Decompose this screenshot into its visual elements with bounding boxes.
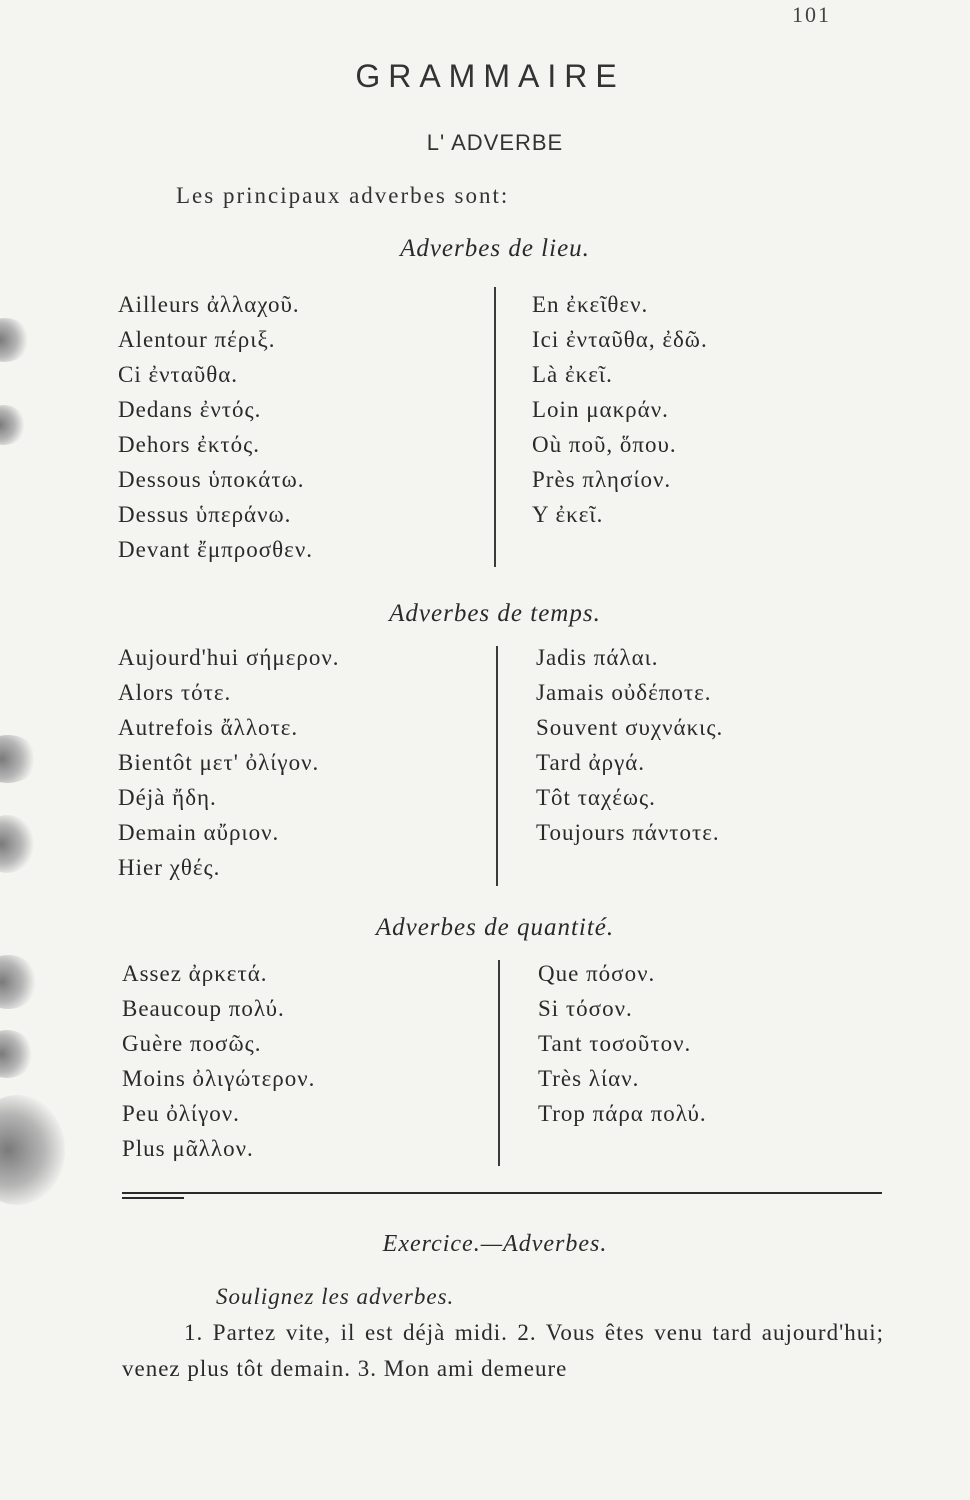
adverb-entry: Près πλησίον. — [532, 467, 672, 492]
page-title: GRAMMAIRE — [355, 58, 625, 94]
section-divider — [122, 1197, 184, 1199]
column-divider — [494, 287, 496, 567]
page-number: 101 — [792, 2, 831, 27]
adverb-entry: Demain αὔριον. — [118, 820, 280, 845]
adverb-entry: Où ποῦ, ὅπου. — [532, 432, 677, 457]
adverb-list-temps-right — [536, 640, 723, 850]
adverb-entry: Très λίαν. — [538, 1066, 640, 1091]
section-heading-temps: Adverbes de temps. — [389, 600, 601, 627]
ink-stain — [0, 318, 30, 362]
adverb-entry: Si τόσον. — [538, 996, 633, 1021]
adverb-entry: Beaucoup πολύ. — [122, 996, 285, 1021]
adverb-entry: Moins ὀλιγώτερον. — [122, 1066, 316, 1091]
adverb-list-temps-left — [118, 640, 340, 885]
adverb-list-quantite-left — [122, 956, 315, 1166]
adverb-entry: Autrefois ἄλλοτε. — [118, 715, 299, 740]
adverb-entry: Dessus ὑπεράνω. — [118, 502, 292, 527]
adverb-entry: Souvent συχνάκις. — [536, 715, 724, 740]
adverb-list-lieu-left — [118, 287, 313, 567]
adverb-list-quantite-right — [538, 956, 707, 1131]
adverb-entry: Tôt ταχέως. — [536, 785, 656, 810]
adverb-entry: Jadis πάλαι. — [536, 645, 659, 670]
adverb-entry: Ailleurs ἀλλαχοῦ. — [118, 292, 300, 317]
adverb-entry: Toujours πάντοτε. — [536, 820, 720, 845]
adverb-entry: Dessous ὑποκάτω. — [118, 467, 305, 492]
adverb-entry: Alors τότε. — [118, 680, 232, 705]
adverb-entry: Guère ποσῶς. — [122, 1031, 262, 1056]
ink-stain — [0, 1095, 65, 1205]
adverb-entry: Y ἐκεῖ. — [532, 502, 604, 527]
adverb-entry: Ci ἐνταῦθα. — [118, 362, 239, 387]
adverb-entry: Dedans ἐντός. — [118, 397, 262, 422]
adverb-entry: Ici ἐνταῦθα, ἐδῶ. — [532, 327, 708, 352]
adverb-entry: Jamais οὐδέποτε. — [536, 680, 712, 705]
adverb-entry: Dehors ἐκτός. — [118, 432, 261, 457]
adverb-entry: Alentour πέριξ. — [118, 327, 276, 352]
ink-stain — [0, 405, 26, 445]
adverb-entry: Aujourd'hui σήμερον. — [118, 645, 340, 670]
adverb-entry: Hier χθές. — [118, 855, 221, 880]
exercise-instruction: Soulignez les adverbes. — [216, 1284, 455, 1309]
ink-stain — [0, 1030, 34, 1078]
exercise-text: 1. Partez vite, il est déjà midi. 2. Vous êtes venu tard aujourd'hui; venez plus tôt demain. 3. Mon ami demeure — [122, 1320, 884, 1381]
adverb-entry: Trop πάρα πολύ. — [538, 1101, 707, 1126]
adverb-entry: Loin μακράν. — [532, 397, 669, 422]
adverb-entry: Bientôt μετ' ὀλίγον. — [118, 750, 320, 775]
chapter-subtitle: L' ADVERBE — [426, 130, 564, 155]
adverb-entry: Là ἐκεῖ. — [532, 362, 613, 387]
section-heading-lieu: Adverbes de lieu. — [400, 235, 590, 262]
section-divider — [122, 1192, 882, 1194]
adverb-entry: Peu ὀλίγον. — [122, 1101, 240, 1126]
ink-stain — [0, 815, 34, 873]
ink-stain — [0, 735, 38, 783]
column-divider — [496, 646, 498, 886]
intro-text: Les principaux adverbes sont: — [176, 183, 510, 208]
adverb-entry: Tard ἀργά. — [536, 750, 646, 775]
column-divider — [498, 960, 500, 1166]
adverb-entry: En ἐκεῖθεν. — [532, 292, 649, 317]
adverb-entry: Assez ἀρκετά. — [122, 961, 268, 986]
exercise-title: Exercice.—Adverbes. — [382, 1231, 608, 1257]
adverb-entry: Plus μᾶλλον. — [122, 1136, 254, 1161]
adverb-list-lieu-right — [532, 287, 708, 532]
adverb-entry: Déjà ἤδη. — [118, 785, 217, 810]
section-heading-quantite: Adverbes de quantité. — [375, 914, 615, 941]
ink-stain — [0, 955, 38, 1009]
adverb-entry: Devant ἔμπροσθεν. — [118, 537, 313, 562]
adverb-entry: Que πόσον. — [538, 961, 656, 986]
adverb-entry: Tant τοσοῦτον. — [538, 1031, 692, 1056]
